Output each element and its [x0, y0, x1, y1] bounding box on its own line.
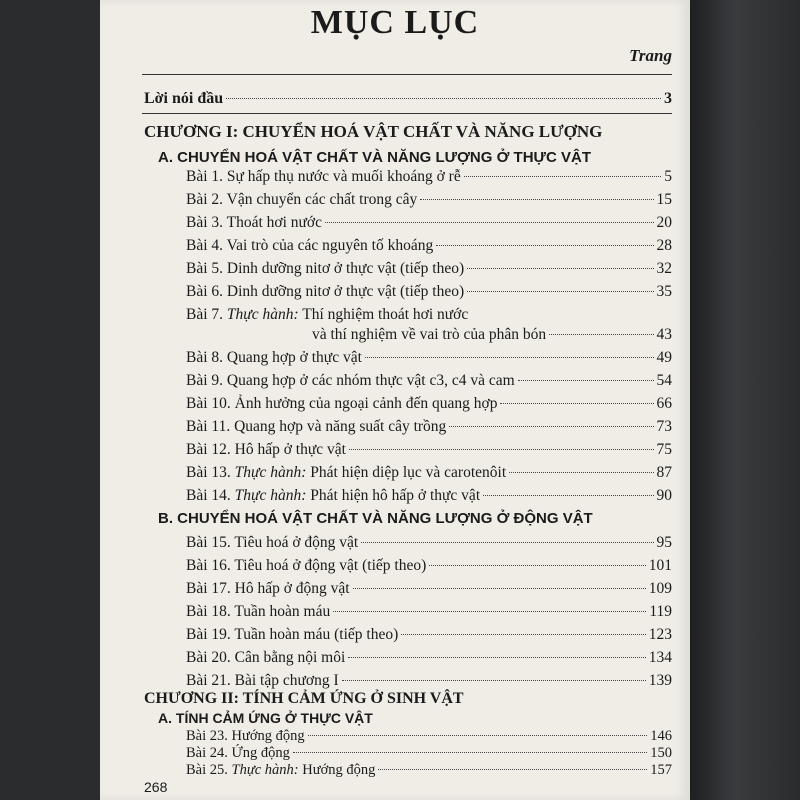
toc-entry [186, 745, 672, 762]
practice-label: Thực hành: [226, 306, 299, 323]
dot-leader [549, 334, 653, 335]
practice-label: Thực hành: [234, 464, 307, 481]
practice-label: Thực hành: [234, 487, 307, 504]
footer-page-number: 268 [144, 779, 168, 795]
page-title: MỤC LỤC [310, 4, 480, 41]
toc-entry-label [186, 487, 480, 505]
toc-entry-label [186, 464, 506, 482]
toc-entry-label: Bài 24. Ứng động [186, 745, 290, 761]
dot-leader [333, 611, 646, 612]
toc-entry-label: Bài 2. Vận chuyển các chất trong cây [186, 191, 418, 208]
divider [142, 74, 672, 75]
toc-entry-label: Bài 8. Quang hợp ở thực vật [186, 349, 362, 366]
toc-entry-label: Bài 15. Tiêu hoá ở động vật [186, 534, 359, 551]
left-background [0, 0, 100, 800]
dot-leader [325, 222, 653, 223]
toc-entry-label: Bài 11. Quang hợp và năng suất cây trồng [186, 418, 447, 435]
chapter-title: CHƯƠNG I: CHUYỂN HOÁ VẬT CHẤT VÀ NĂNG LƯỢNG [144, 122, 603, 141]
dot-leader [429, 565, 646, 566]
toc-entry [186, 534, 672, 552]
toc-entry [186, 487, 672, 505]
toc-entry-label: Bài 21. Bài tập chương I [186, 672, 339, 689]
toc-entry-page: 146 [650, 728, 672, 744]
lesson-title: Thí nghiệm thoát hơi nước [298, 306, 469, 323]
dot-leader [449, 426, 653, 427]
toc-entry [186, 580, 672, 598]
dot-leader [500, 403, 653, 404]
toc-entry-label [186, 762, 375, 779]
toc-entry-label: Bài 5. Dinh dưỡng nitơ ở thực vật (tiếp theo) [186, 260, 465, 277]
toc-entry [186, 418, 672, 436]
toc-entry-page: 35 [656, 283, 672, 300]
toc-entry-page: 139 [648, 672, 672, 689]
toc-entry-label: Bài 19. Tuần hoàn máu (tiếp theo) [186, 626, 399, 643]
toc-entry-page: 123 [648, 626, 672, 643]
dot-leader [342, 680, 646, 681]
toc-entry-page: 32 [656, 260, 672, 277]
lesson-number: Bài 25. [186, 762, 232, 778]
toc-entry [186, 395, 672, 413]
toc-entry-page: 95 [656, 534, 672, 551]
toc-entry [186, 603, 672, 621]
toc-entry-page: 101 [648, 557, 672, 574]
dot-leader [401, 634, 646, 635]
toc-entry [186, 349, 672, 367]
dot-leader [361, 542, 653, 543]
lesson-number: Bài 7. [186, 306, 227, 323]
section-title: B. CHUYỂN HOÁ VẬT CHẤT VÀ NĂNG LƯỢNG Ở ĐỘNG VẬT [158, 510, 593, 527]
toc-entry-label: Bài 9. Quang hợp ở các nhóm thực vật c3, c4 và cam [186, 372, 515, 389]
page-column-label: Trang [629, 46, 672, 65]
lesson-title: Hướng động [298, 762, 376, 778]
dot-leader [349, 449, 654, 450]
toc-entry-label: Bài 10. Ảnh hưởng của ngoại cảnh đến quang hợp [186, 395, 498, 412]
toc-entry [186, 237, 672, 255]
toc-entry-page: 5 [664, 168, 672, 185]
section-title: A. CHUYỂN HOÁ VẬT CHẤT VÀ NĂNG LƯỢNG Ở THỰC VẬT [158, 149, 591, 166]
toc-entry-continuation [312, 326, 672, 344]
toc-entry-label: Bài 12. Hô hấp ở thực vật [186, 441, 346, 458]
dot-leader [436, 245, 653, 246]
toc-entry-label: Bài 20. Cân bằng nội môi [186, 649, 346, 666]
toc-entry-page: 49 [656, 349, 672, 366]
toc-entry [186, 372, 672, 390]
dot-leader [348, 657, 645, 658]
toc-entry-intro [144, 90, 672, 108]
dot-leader [464, 176, 662, 177]
dot-leader [308, 735, 648, 736]
toc-entry-page: 28 [656, 237, 672, 254]
toc-entry-label: Bài 6. Dinh dưỡng nitơ ở thực vật (tiếp theo) [186, 283, 465, 300]
section-title: A. TÍNH CẢM ỨNG Ở THỰC VẬT [158, 710, 373, 726]
toc-entry [186, 557, 672, 575]
dot-leader [483, 495, 653, 496]
toc-entry-page: 87 [656, 464, 672, 481]
toc-entry-page: 157 [650, 762, 672, 778]
toc-entry-label: Bài 18. Tuần hoàn máu [186, 603, 331, 620]
toc-entry-page: 15 [656, 191, 672, 208]
lesson-title: Phát hiện diệp lục và carotenôit [306, 464, 507, 481]
dot-leader [467, 268, 653, 269]
toc-entry-label: Bài 3. Thoát hơi nước [186, 214, 323, 231]
toc-entry-page: 20 [656, 214, 672, 231]
dot-leader [226, 98, 661, 99]
toc-entry [186, 441, 672, 459]
toc-entry-page: 43 [656, 326, 672, 343]
dot-leader [293, 752, 647, 753]
toc-entry-label: và thí nghiệm về vai trò của phân bón [312, 326, 547, 343]
toc-entry-label: Bài 17. Hô hấp ở động vật [186, 580, 350, 597]
toc-entry [186, 283, 672, 301]
toc-entry [186, 214, 672, 232]
toc-entry-page: 66 [656, 395, 672, 412]
lesson-number: Bài 13. [186, 464, 235, 481]
book-spine [690, 0, 800, 800]
dot-leader [509, 472, 653, 473]
dot-leader [518, 380, 654, 381]
lesson-number: Bài 14. [186, 487, 235, 504]
toc-entry-page: 73 [656, 418, 672, 435]
toc-entry-label: Lời nói đầu [144, 90, 224, 107]
toc-entry [186, 626, 672, 644]
toc-entry-page: 3 [664, 90, 672, 107]
toc-entry [186, 260, 672, 278]
dot-leader [467, 291, 653, 292]
toc-entry-page: 134 [648, 649, 672, 666]
toc-entry-label: Bài 23. Hướng động [186, 728, 305, 744]
toc-entry [186, 168, 672, 186]
toc-entry [186, 306, 672, 324]
dot-leader [378, 769, 647, 770]
toc-entry-label [186, 306, 468, 324]
divider [142, 113, 672, 114]
toc-entry-page: 75 [656, 441, 672, 458]
toc-entry-page: 90 [656, 487, 672, 504]
dot-leader [420, 199, 653, 200]
chapter-title: CHƯƠNG II: TÍNH CẢM ỨNG Ở SINH VẬT [144, 690, 464, 707]
toc-entry-page: 150 [650, 745, 672, 761]
toc-entry [186, 464, 672, 482]
toc-entry [186, 649, 672, 667]
toc-entry-page: 119 [649, 603, 672, 620]
toc-entry [186, 672, 672, 690]
toc-entry [186, 762, 672, 779]
toc-entry-label: Bài 16. Tiêu hoá ở động vật (tiếp theo) [186, 557, 427, 574]
toc-entry [186, 191, 672, 209]
toc-entry-page: 54 [656, 372, 672, 389]
toc-entry [186, 728, 672, 745]
practice-label: Thực hành: [231, 762, 299, 778]
toc-entry-page: 109 [648, 580, 672, 597]
toc-page [100, 0, 690, 800]
toc-entry-label: Bài 4. Vai trò của các nguyên tố khoáng [186, 237, 434, 254]
dot-leader [365, 357, 654, 358]
toc-entry-label: Bài 1. Sự hấp thụ nước và muối khoáng ở rễ [186, 168, 461, 185]
lesson-title: Phát hiện hô hấp ở thực vật [306, 487, 481, 504]
dot-leader [353, 588, 646, 589]
